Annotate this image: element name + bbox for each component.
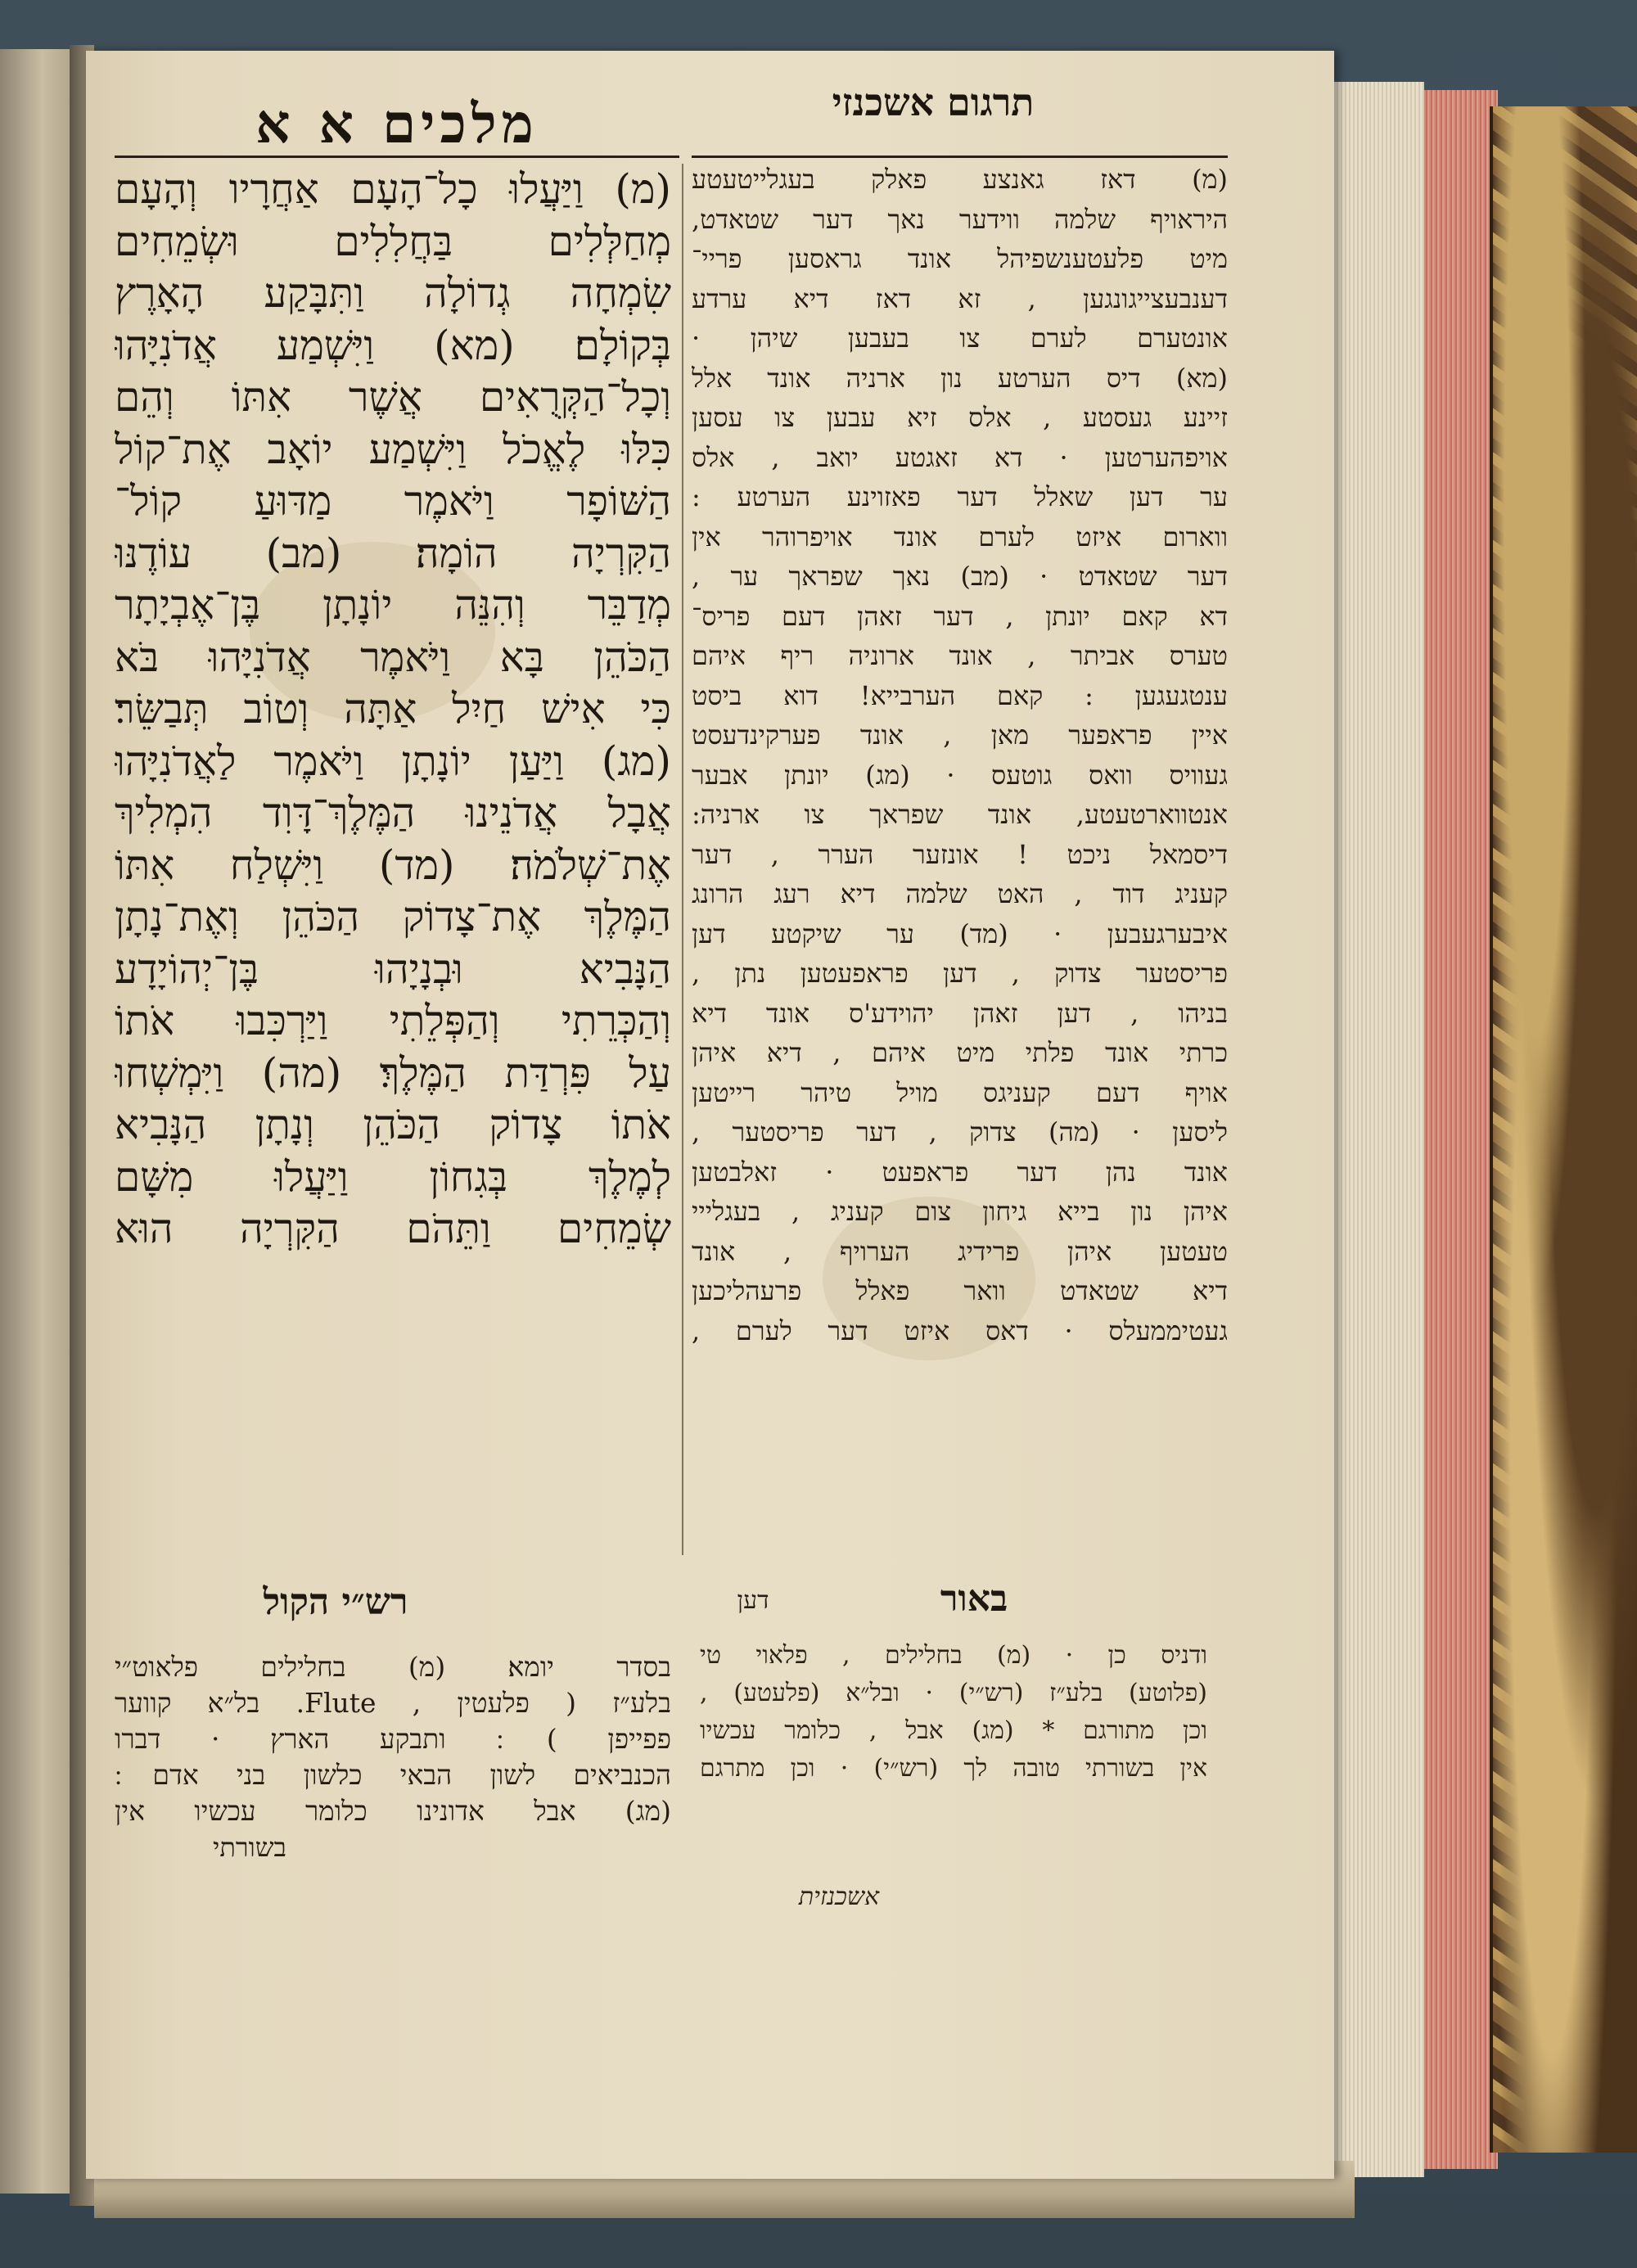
hebrew-line: וְכָל־הַקְּרֻאִים אֲשֶׁר אִתּוֹ וְהֵם bbox=[115, 373, 671, 421]
translation-line: אנטווארטעטע, אונד שפראך צו ארניה: bbox=[692, 799, 1228, 830]
hebrew-line: כִּי אִישׁ חַיִל אַתָּה וְטוֹב תְּבַשֵּׂר׃ bbox=[115, 685, 671, 733]
translation-line: דיסמאל ניכט ! אונזער הערר , דער bbox=[692, 838, 1228, 870]
translation-line: דא קאם יונתן , דער זאהן דעם פריס־ bbox=[692, 600, 1228, 632]
hebrew-line: וְהַכְּרֵתִי וְהַפְּלֵתִי וַיַּרְכִּבוּ אֹתוֹ bbox=[115, 997, 671, 1044]
hebrew-line: שְׂמֵחִים וַתֵּהֹם הַקִּרְיָה הוּא bbox=[115, 1205, 671, 1252]
biur-heading: באור bbox=[940, 1578, 1008, 1620]
translation-line: געוויס וואס גוטעס · (מג) יונתן אבער bbox=[692, 759, 1228, 791]
translation-line: איהן נון בייא גיחון צום קעניג , בעגלייי bbox=[692, 1196, 1228, 1227]
translation-line: בניהו , דען זאהן יהוידע'ס אונד דיא bbox=[692, 997, 1228, 1029]
translation-line: (מא) דיס הערטע נון ארניה אונד אלל bbox=[692, 362, 1228, 394]
biur-line: אין בשורתי טובה לך (רש״י) · וכן מתרגם bbox=[700, 1754, 1207, 1783]
hebrew-line: בְּקוֹלָם׃ (מא) וַיִּשְׁמַע אֲדֹנִיָּהוּ bbox=[115, 321, 671, 369]
translation-line: ער דען שאלל דער פאזוינע הערטע : bbox=[692, 481, 1228, 512]
translation-line: אויף דעם קעניגס מויל טיהר רייטען bbox=[692, 1076, 1228, 1108]
translation-line: ענטגעגען : קאם הערבייא! דוא ביסט bbox=[692, 679, 1228, 711]
marbled-cover bbox=[1490, 106, 1637, 2153]
hebrew-line: שִׂמְחָה גְדוֹלָה וַתִּבָּקַע הָאָרֶץ bbox=[115, 269, 671, 317]
hebrew-line: אֶת־שְׁלֹמֹה׃ (מד) וַיִּשְׁלַח אִתּוֹ bbox=[115, 841, 671, 889]
rashi-heading: רש״י הקול bbox=[263, 1581, 408, 1623]
translation-line: פריסטער צדוק , דען פראפעטען נתן , bbox=[692, 958, 1228, 989]
translation-line: טערס אביתר , אונד ארוניה ריף איהם bbox=[692, 640, 1228, 671]
translation-line: דענבעצייגונגען , זא דאז דיא ערדע bbox=[692, 282, 1228, 314]
page-stack bbox=[1334, 82, 1424, 2177]
translation-line: איין פראפער מאן , אונד פערקינדעסט bbox=[692, 719, 1228, 751]
header-rule-right bbox=[692, 156, 1228, 158]
translation-line: ליסען · (מה) צדוק , דער פריסטער , bbox=[692, 1116, 1228, 1148]
translation-column bbox=[692, 160, 1228, 1567]
hebrew-line: הַקִּרְיָה הוֹמָה׃ (מב) עוֹדֶנּוּ bbox=[115, 529, 671, 577]
hebrew-line: אֹתוֹ צָדוֹק הַכֹּהֵן וְנָתָן הַנָּבִיא bbox=[115, 1101, 671, 1148]
hebrew-line: הַכֹּהֵן בָּא וַיֹּאמֶר אֲדֹנִיָּהוּ בֹּא bbox=[115, 633, 671, 681]
translation-line: כרתי אונד פלתי מיט איהם , דיא איהן bbox=[692, 1037, 1228, 1068]
hebrew-line: (מ) וַיַּעֲלוּ כָל־הָעָם אַחֲרָיו וְהָעָם bbox=[115, 165, 671, 213]
rashi-line: הכנביאים לשון הבאי כלשון בני אדם ׃ bbox=[115, 1759, 671, 1791]
biur-line: ודניס כן · (מ) בחלילים , פלאוי טי bbox=[700, 1641, 1207, 1670]
translation-line: (מ) דאז גאנצע פאלק בעגלייטעטע bbox=[692, 164, 1228, 195]
hebrew-line: עַל פִּרְדַּת הַמֶּלֶךְ׃ (מה) וַיִּמְשְׁחוּ bbox=[115, 1048, 671, 1097]
hebrew-line: לְמֶלֶךְ בְּגִחוֹן וַיַּעֲלוּ מִשָּׁם bbox=[115, 1152, 671, 1201]
hebrew-line: הַנָּבִיא וּבְנָיָהוּ בֶּן־יְהוֹיָדָע bbox=[115, 945, 671, 993]
hebrew-line: (מג) וַיַּעַן יוֹנָתָן וַיֹּאמֶר לַאֲדֹנִיָּהוּ bbox=[115, 737, 671, 785]
biur-line: וכן מתורגם * (מג) אבל , כלומר עכשיו bbox=[700, 1716, 1207, 1745]
translation-line: אונד נהן דער פראפעט · זאלבטען bbox=[692, 1156, 1228, 1188]
translation-catchword: דען bbox=[737, 1586, 769, 1615]
rashi-catchword: בשורתי bbox=[213, 1832, 286, 1863]
hebrew-line: הַשּׁוֹפָר וַיֹּאמֶר מַדּוּעַ קוֹל־ bbox=[115, 477, 671, 525]
running-head-translation: תרגום אשכנזי bbox=[832, 80, 1035, 124]
red-page-edges bbox=[1424, 90, 1498, 2169]
rashi-line: בלע״ז ( פלעטין , Flute. בל״א קווער bbox=[115, 1687, 671, 1719]
translation-line: איבערגעבען · (מד) ער שיקטע דען bbox=[692, 918, 1228, 949]
translation-line: געטיממעלס · דאס איזט דער לערם , bbox=[692, 1314, 1228, 1346]
translation-line: אונטערם לערם צו בעבען שיהן · bbox=[692, 322, 1228, 354]
hebrew-line: אֲבָל אֲדֹנֵינוּ הַמֶּלֶךְ־דָּוִד הִמְלִיךְ bbox=[115, 789, 671, 836]
header-rule-left bbox=[115, 156, 679, 158]
signature-mark: אשכנזית bbox=[798, 1882, 880, 1911]
hebrew-text-column bbox=[115, 164, 671, 1539]
column-divider bbox=[682, 164, 683, 1555]
translation-line: דיא שטאדט וואר פאלל פרעהליכען bbox=[692, 1275, 1228, 1306]
rashi-commentary bbox=[115, 1649, 671, 1928]
hebrew-line: כִּלּוּ לֶאֱכֹל וַיִּשְׁמַע יוֹאָב אֶת־קוֹל bbox=[115, 425, 671, 473]
rashi-line: פפייפן ) ׃ ותבקע הארץ · דברו bbox=[115, 1723, 671, 1755]
biur-commentary bbox=[700, 1637, 1207, 1825]
translation-line: זיינע געסטע , אלס זיא עבען צו עסען bbox=[692, 402, 1228, 433]
translation-line: ווארום איזט לערם אונד אויפרוהר אין bbox=[692, 521, 1228, 552]
translation-line: דער שטאדט · (מב) נאך שפראך ער , bbox=[692, 561, 1228, 592]
left-page-edge bbox=[0, 49, 71, 2194]
translation-line: אויפהערטען · דא זאגטע יואב , אלס bbox=[692, 441, 1228, 473]
translation-line: טעטען איהן פרידיג הערויף , אונד bbox=[692, 1235, 1228, 1267]
hebrew-line: מְחַלְּלִים בַּחֲלִלִים וּשְׂמֵחִים bbox=[115, 217, 671, 265]
translation-line: מיט פלעטענשפיהל אונד גראסען פריי־ bbox=[692, 243, 1228, 274]
rashi-line: (מג) אבל אדונינו כלומר עכשיו אין bbox=[115, 1795, 671, 1827]
hebrew-line: מְדַבֵּר וְהִנֵּה יוֹנָתָן בֶּן־אֶבְיָתָר bbox=[115, 581, 671, 629]
translation-line: היראויף שלמה ווידער נאך דער שטאדט, bbox=[692, 203, 1228, 235]
rashi-line: בסדר יומא׃ (מ) בחלילים פלאוט״י bbox=[115, 1651, 671, 1683]
translation-line: קעניג דוד , האט שלמה דיא רעג הרונג bbox=[692, 878, 1228, 909]
biur-line: (פלוטע) בלע״ז (רש״י) · ובל״א (פלעטע) , bbox=[700, 1679, 1207, 1707]
running-head-book: מלכים א א bbox=[255, 92, 539, 156]
hebrew-line: הַמֶּלֶךְ אֶת־צָדוֹק הַכֹּהֵן וְאֶת־נָתָן bbox=[115, 893, 671, 940]
